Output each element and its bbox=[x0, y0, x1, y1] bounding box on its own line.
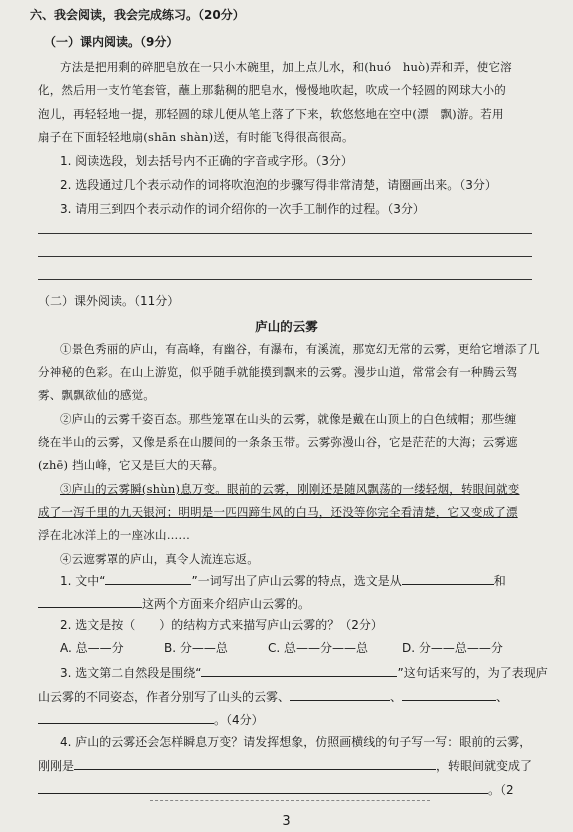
answer-line[interactable] bbox=[38, 279, 532, 280]
blank-field[interactable] bbox=[105, 572, 191, 585]
option-c[interactable]: C. 总——分——总 bbox=[268, 641, 369, 655]
question: 2. 选段通过几个表示动作的词将吹泡泡的步骤写得非常清楚，请圈画出来。（3分） bbox=[60, 178, 497, 192]
passage2-line: ①景色秀丽的庐山，有高峰，有幽谷，有瀑布，有溪流，那宽幻无常的云雾，更给它增添了几 bbox=[60, 342, 540, 356]
blank-field[interactable] bbox=[74, 757, 436, 770]
passage2-line: 分神秘的色彩。在山上游览，似乎随手就能摸到飘来的云雾。漫步山道，常常会有一种腾云驾 bbox=[38, 365, 518, 379]
blank-field[interactable] bbox=[38, 595, 142, 608]
question-2: 2. 选文是按（ ）的结构方式来描写庐山云雾的？（2分） bbox=[60, 618, 383, 632]
question: 1. 阅读选段，划去括号内不正确的字音或字形。（3分） bbox=[60, 154, 353, 168]
answer-line[interactable] bbox=[38, 256, 532, 257]
page-number: 3 bbox=[282, 814, 291, 829]
passage1-line: 化，然后用一支竹笔套管，蘸上那黏稠的肥皂水，慢慢地吹起，吹成一个轻圆的网球大小的 bbox=[38, 83, 506, 97]
blank-field[interactable] bbox=[402, 572, 494, 585]
question-3: 3. 选文第二自然段是围绕“ ”这句话来写的，为了表现庐 bbox=[60, 666, 548, 680]
part2-heading: （二）课外阅读。（11分） bbox=[38, 294, 180, 308]
passage2-line: 绕在半山的云雾，又像是系在山腰间的一条条玉带。云雾弥漫山谷，它是茫茫的大海；云雾遮 bbox=[38, 435, 518, 449]
question-4-end: 。（2 bbox=[38, 781, 514, 798]
question-4-cont: 刚刚是 ，转眼间就变成了 bbox=[38, 759, 533, 773]
footer-rule bbox=[150, 800, 430, 801]
question-3-end: 。（4分） bbox=[38, 711, 264, 728]
passage2-line: (zhē) 挡山峰，它又是巨大的天幕。 bbox=[38, 458, 225, 472]
underlined-sentence: 成了一泻千里的九天银河；明明是一匹四蹄生风的白马，还没等你完全看清楚，它又变成了漂 bbox=[38, 505, 518, 519]
question-1: 1. 文中“ ”一词写出了庐山云雾的特点，选文是从 和 bbox=[60, 574, 506, 588]
question-3-cont: 山云雾的不同姿态，作者分别写了山头的云雾、 、 、 bbox=[38, 690, 509, 704]
blank-field[interactable] bbox=[38, 781, 488, 794]
question-4: 4. 庐山的云雾还会怎样瞬息万变？请发挥想象，仿照画横线的句子写一写：眼前的云雾， bbox=[60, 735, 532, 749]
answer-line[interactable] bbox=[38, 233, 532, 234]
question-1-cont: 这两个方面来介绍庐山云雾的。 bbox=[38, 595, 310, 612]
passage2-line: 雾、飘飘欲仙的感觉。 bbox=[38, 388, 155, 402]
section-heading: 六、我会阅读，我会完成练习。（20分） bbox=[30, 8, 245, 22]
underlined-sentence: ③庐山的云雾瞬(shùn)息万变。眼前的云雾，刚刚还是随风飘荡的一缕轻烟，转眼间就变 bbox=[60, 482, 520, 496]
passage1-line: 方法是把用剩的碎肥皂放在一只小木碗里，加上点儿水，和(huó huò)弄和弄，使它溶 bbox=[60, 60, 512, 74]
passage1-line: 泡儿，再轻轻地一提，那轻圆的球儿便从笔上落了下来，软悠悠地在空中(漂 飘)游。若用 bbox=[38, 107, 504, 121]
question: 3. 请用三到四个表示动作的词介绍你的一次手工制作的过程。（3分） bbox=[60, 202, 425, 216]
passage-title: 庐山的云雾 bbox=[255, 319, 318, 334]
part1-heading: （一）课内阅读。（9分） bbox=[44, 35, 179, 49]
blank-field[interactable] bbox=[290, 688, 390, 701]
blank-field[interactable] bbox=[201, 664, 397, 677]
passage2-line: ④云遮雾罩的庐山，真令人流连忘返。 bbox=[60, 552, 259, 566]
option-a[interactable]: A. 总——分 bbox=[60, 641, 124, 655]
passage2-line: 浮在北冰洋上的一座冰山…… bbox=[38, 528, 191, 542]
blank-field[interactable] bbox=[38, 711, 214, 724]
passage2-line: ②庐山的云雾千姿百态。那些笼罩在山头的云雾，就像是戴在山顶上的白色绒帽；那些缠 bbox=[60, 412, 517, 426]
option-d[interactable]: D. 分——总——分 bbox=[402, 641, 503, 655]
passage1-line: 扇子在下面轻轻地扇(shān shàn)送，有时能飞得很高很高。 bbox=[38, 130, 354, 144]
option-b[interactable]: B. 分——总 bbox=[164, 641, 228, 655]
blank-field[interactable] bbox=[402, 688, 496, 701]
